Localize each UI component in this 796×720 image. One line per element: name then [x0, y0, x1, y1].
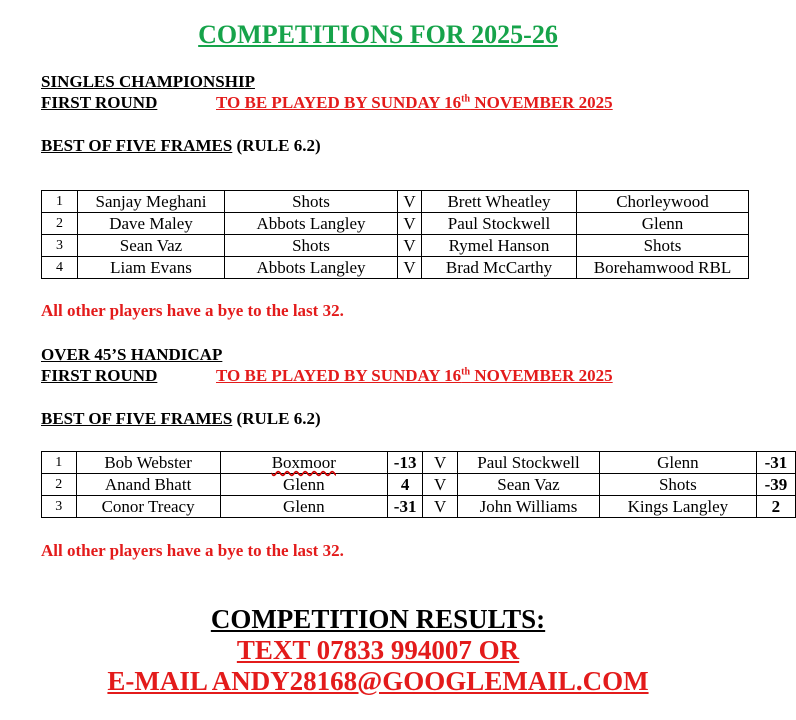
match-number: 2 — [42, 474, 77, 496]
match-number: 3 — [42, 496, 77, 518]
match-number: 2 — [42, 213, 78, 235]
player-one: Anand Bhatt — [76, 474, 220, 496]
match-number: 1 — [42, 452, 77, 474]
singles-round: FIRST ROUND — [41, 93, 158, 112]
over45-round: FIRST ROUND — [41, 366, 158, 385]
singles-heading: SINGLES CHAMPIONSHIP — [41, 72, 255, 91]
player-one: Conor Treacy — [76, 496, 220, 518]
over45-draw-table — [41, 451, 796, 518]
over45-heading: OVER 45’S HANDICAP — [41, 345, 223, 364]
club-one: Abbots Langley — [225, 213, 398, 235]
handicap-one: -31 — [387, 496, 422, 518]
club-two: Kings Langley — [599, 496, 756, 518]
club-two: Chorleywood — [577, 191, 749, 213]
player-one: Dave Maley — [78, 213, 225, 235]
match-number: 4 — [42, 257, 78, 279]
club-two: Shots — [577, 235, 749, 257]
handicap-two: 2 — [756, 496, 795, 518]
player-two: Brett Wheatley — [422, 191, 577, 213]
handicap-one: -13 — [387, 452, 422, 474]
match-row — [42, 452, 796, 474]
club-one — [220, 452, 387, 474]
club-two: Glenn — [599, 452, 756, 474]
results-text-line: TEXT 07833 994007 OR — [236, 635, 520, 665]
page-title: COMPETITIONS FOR 2025-26 — [198, 20, 558, 49]
match-row — [42, 191, 749, 213]
club-two: Glenn — [577, 213, 749, 235]
versus: V — [423, 474, 458, 496]
singles-draw-table — [41, 190, 749, 279]
results-email-line: E-MAIL ANDY28168@GOOGLEMAIL.COM — [107, 666, 649, 696]
versus: V — [398, 191, 422, 213]
results-heading: COMPETITION RESULTS: — [210, 604, 546, 634]
club-one: Abbots Langley — [225, 257, 398, 279]
match-row — [42, 257, 749, 279]
player-two: John Williams — [458, 496, 600, 518]
player-one: Liam Evans — [78, 257, 225, 279]
club-two: Borehamwood RBL — [577, 257, 749, 279]
singles-frames: BEST OF FIVE FRAMES (RULE 6.2) — [41, 136, 321, 155]
player-two: Paul Stockwell — [422, 213, 577, 235]
over45-bye-note: All other players have a bye to the last 32. — [41, 541, 344, 560]
player-one: Sean Vaz — [78, 235, 225, 257]
handicap-two: -31 — [756, 452, 795, 474]
spellcheck-marked-text: Boxmoor — [271, 452, 336, 472]
player-two: Paul Stockwell — [458, 452, 600, 474]
player-two: Sean Vaz — [458, 474, 600, 496]
player-one: Sanjay Meghani — [78, 191, 225, 213]
over45-frames: BEST OF FIVE FRAMES (RULE 6.2) — [41, 409, 321, 428]
match-number: 1 — [42, 191, 78, 213]
versus: V — [398, 235, 422, 257]
club-one: Glenn — [220, 496, 387, 518]
singles-bye-note: All other players have a bye to the last 32. — [41, 301, 344, 320]
player-two: Brad McCarthy — [422, 257, 577, 279]
versus: V — [398, 213, 422, 235]
match-row — [42, 496, 796, 518]
over45-deadline: TO BE PLAYED BY SUNDAY 16th NOVEMBER 2025 — [216, 366, 613, 385]
match-number: 3 — [42, 235, 78, 257]
club-one: Shots — [225, 191, 398, 213]
match-row — [42, 235, 749, 257]
versus: V — [423, 496, 458, 518]
club-two: Shots — [599, 474, 756, 496]
player-one: Bob Webster — [76, 452, 220, 474]
handicap-two: -39 — [756, 474, 795, 496]
club-one: Shots — [225, 235, 398, 257]
player-two: Rymel Hanson — [422, 235, 577, 257]
match-row — [42, 213, 749, 235]
versus: V — [398, 257, 422, 279]
handicap-one: 4 — [387, 474, 422, 496]
versus: V — [423, 452, 458, 474]
singles-deadline: TO BE PLAYED BY SUNDAY 16th NOVEMBER 2025 — [216, 93, 613, 112]
club-one: Glenn — [220, 474, 387, 496]
match-row — [42, 474, 796, 496]
